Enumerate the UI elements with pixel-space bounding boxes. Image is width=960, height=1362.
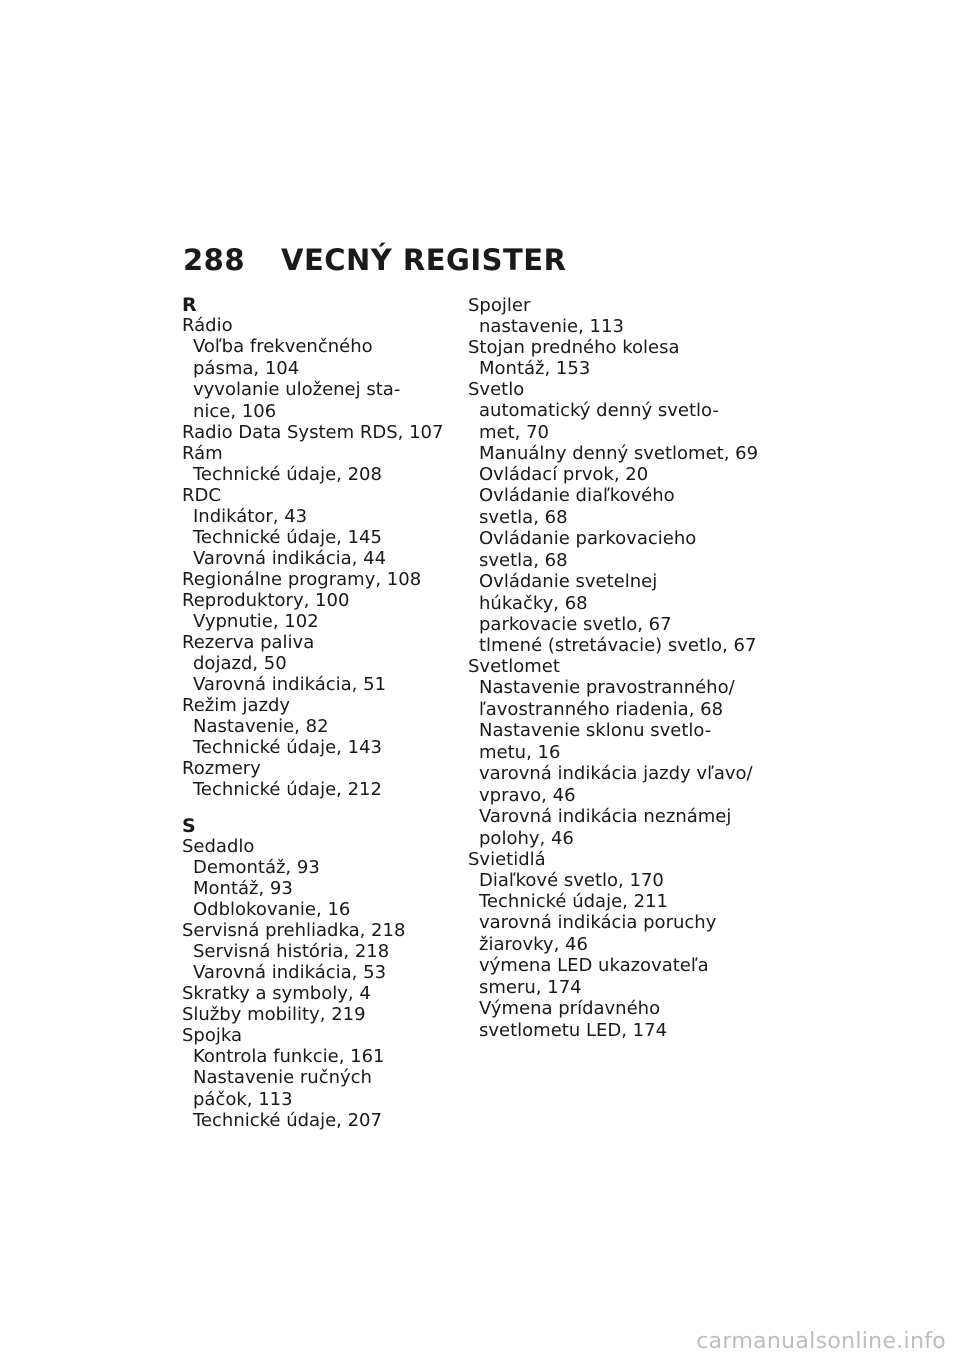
index-subentry: Vypnutie, 102	[193, 611, 319, 632]
index-column-left	[182, 294, 444, 1131]
index-subentry: automatický denný svetlo-	[479, 400, 719, 421]
index-subentry-continuation: húkačky, 68	[479, 593, 588, 614]
index-entry: Rádio	[182, 315, 233, 336]
index-subentry: Kontrola funkcie, 161	[193, 1046, 385, 1067]
index-subentry-continuation: svetla, 68	[479, 550, 568, 571]
index-entry: Spojler	[468, 295, 531, 316]
index-entry: Rozmery	[182, 758, 261, 779]
index-subentry-continuation: smeru, 174	[479, 977, 582, 998]
index-entry: Svetlomet	[468, 656, 560, 677]
index-subentry-continuation: svetlometu LED, 174	[479, 1020, 668, 1041]
index-column-right	[468, 295, 758, 1041]
index-subentry-continuation: svetla, 68	[479, 507, 568, 528]
index-entry: Rezerva paliva	[182, 632, 315, 653]
index-subentry: varovná indikácia jazdy vľavo/	[479, 763, 753, 784]
index-entry: Skratky a symboly, 4	[182, 983, 371, 1004]
index-subentry: Ovládanie parkovacieho	[479, 528, 697, 549]
index-subentry-continuation: vpravo, 46	[479, 785, 576, 806]
index-subentry: dojazd, 50	[193, 653, 287, 674]
index-subentry: Ovládanie svetelnej	[479, 571, 658, 592]
index-subentry-continuation: žiarovky, 46	[479, 934, 588, 955]
index-subentry: nastavenie, 113	[479, 316, 624, 337]
index-subentry-continuation: nice, 106	[193, 401, 277, 422]
index-subentry: Manuálny denný svetlomet, 69	[479, 443, 759, 464]
index-subentry: Nastavenie pravostranného/	[479, 677, 735, 698]
index-subentry: Technické údaje, 212	[193, 779, 382, 800]
index-subentry: Technické údaje, 143	[193, 737, 382, 758]
index-entry: Sedadlo	[182, 836, 255, 857]
index-subentry: Nastavenie ručných	[193, 1067, 372, 1088]
index-subentry: Ovládací prvok, 20	[479, 464, 649, 485]
index-entry: Reproduktory, 100	[182, 590, 350, 611]
page-title: VECNÝ REGISTER	[281, 243, 567, 277]
index-entry: Svetlo	[468, 379, 525, 400]
index-entry: Spojka	[182, 1025, 243, 1046]
index-entry: Regionálne programy, 108	[182, 569, 422, 590]
page-header	[183, 243, 566, 277]
index-subentry: Technické údaje, 207	[193, 1110, 382, 1131]
index-subentry-continuation: met, 70	[479, 422, 550, 443]
index-subentry: Výmena prídavného	[479, 998, 661, 1019]
index-subentry: Montáž, 153	[479, 358, 591, 379]
index-entry: Radio Data System RDS, 107	[182, 422, 444, 443]
index-subentry-continuation: ľavostranného riadenia, 68	[479, 699, 724, 720]
index-entry: Režim jazdy	[182, 695, 291, 716]
index-subentry: Technické údaje, 211	[479, 891, 668, 912]
index-subentry: Varovná indikácia, 44	[193, 548, 387, 569]
index-subentry: výmena LED ukazovateľa	[479, 955, 709, 976]
index-subentry: tlmené (stretávacie) svetlo, 67	[479, 635, 757, 656]
index-entry: Služby mobility, 219	[182, 1004, 366, 1025]
index-subentry: Voľba frekvenčného	[193, 336, 373, 357]
index-subentry: parkovacie svetlo, 67	[479, 614, 672, 635]
index-entry: Servisná prehliadka, 218	[182, 920, 406, 941]
index-entry: Svietidlá	[468, 849, 546, 870]
index-subentry: Diaľkové svetlo, 170	[479, 870, 664, 891]
index-subentry: Demontáž, 93	[193, 857, 320, 878]
index-subentry: Nastavenie sklonu svetlo-	[479, 720, 712, 741]
index-subentry: Varovná indikácia neznámej	[479, 806, 732, 827]
index-subentry: Nastavenie, 82	[193, 716, 329, 737]
index-subentry: Servisná história, 218	[193, 941, 390, 962]
index-subentry: Ovládanie diaľkového	[479, 485, 675, 506]
index-subentry: Montáž, 93	[193, 878, 293, 899]
index-subentry: Odblokovanie, 16	[193, 899, 351, 920]
index-subentry-continuation: páčok, 113	[193, 1089, 293, 1110]
page-number: 288	[183, 243, 246, 277]
index-subentry: Varovná indikácia, 53	[193, 962, 387, 983]
index-subentry-continuation: polohy, 46	[479, 828, 574, 849]
watermark-text: carmanualsonline.info	[696, 1329, 946, 1354]
index-letter-heading: R	[182, 294, 197, 316]
index-subentry-continuation: metu, 16	[479, 742, 561, 763]
index-subentry: Technické údaje, 208	[193, 464, 382, 485]
index-subentry: Varovná indikácia, 51	[193, 674, 387, 695]
index-subentry: varovná indikácia poruchy	[479, 912, 717, 933]
index-subentry: vyvolanie uloženej sta-	[193, 379, 401, 400]
index-entry: Stojan predného kolesa	[468, 337, 680, 358]
index-subentry-continuation: pásma, 104	[193, 358, 300, 379]
index-subentry: Indikátor, 43	[193, 506, 308, 527]
index-letter-heading: S	[182, 815, 196, 837]
index-entry: Rám	[182, 443, 223, 464]
index-entry: RDC	[182, 485, 221, 506]
index-subentry: Technické údaje, 145	[193, 527, 382, 548]
